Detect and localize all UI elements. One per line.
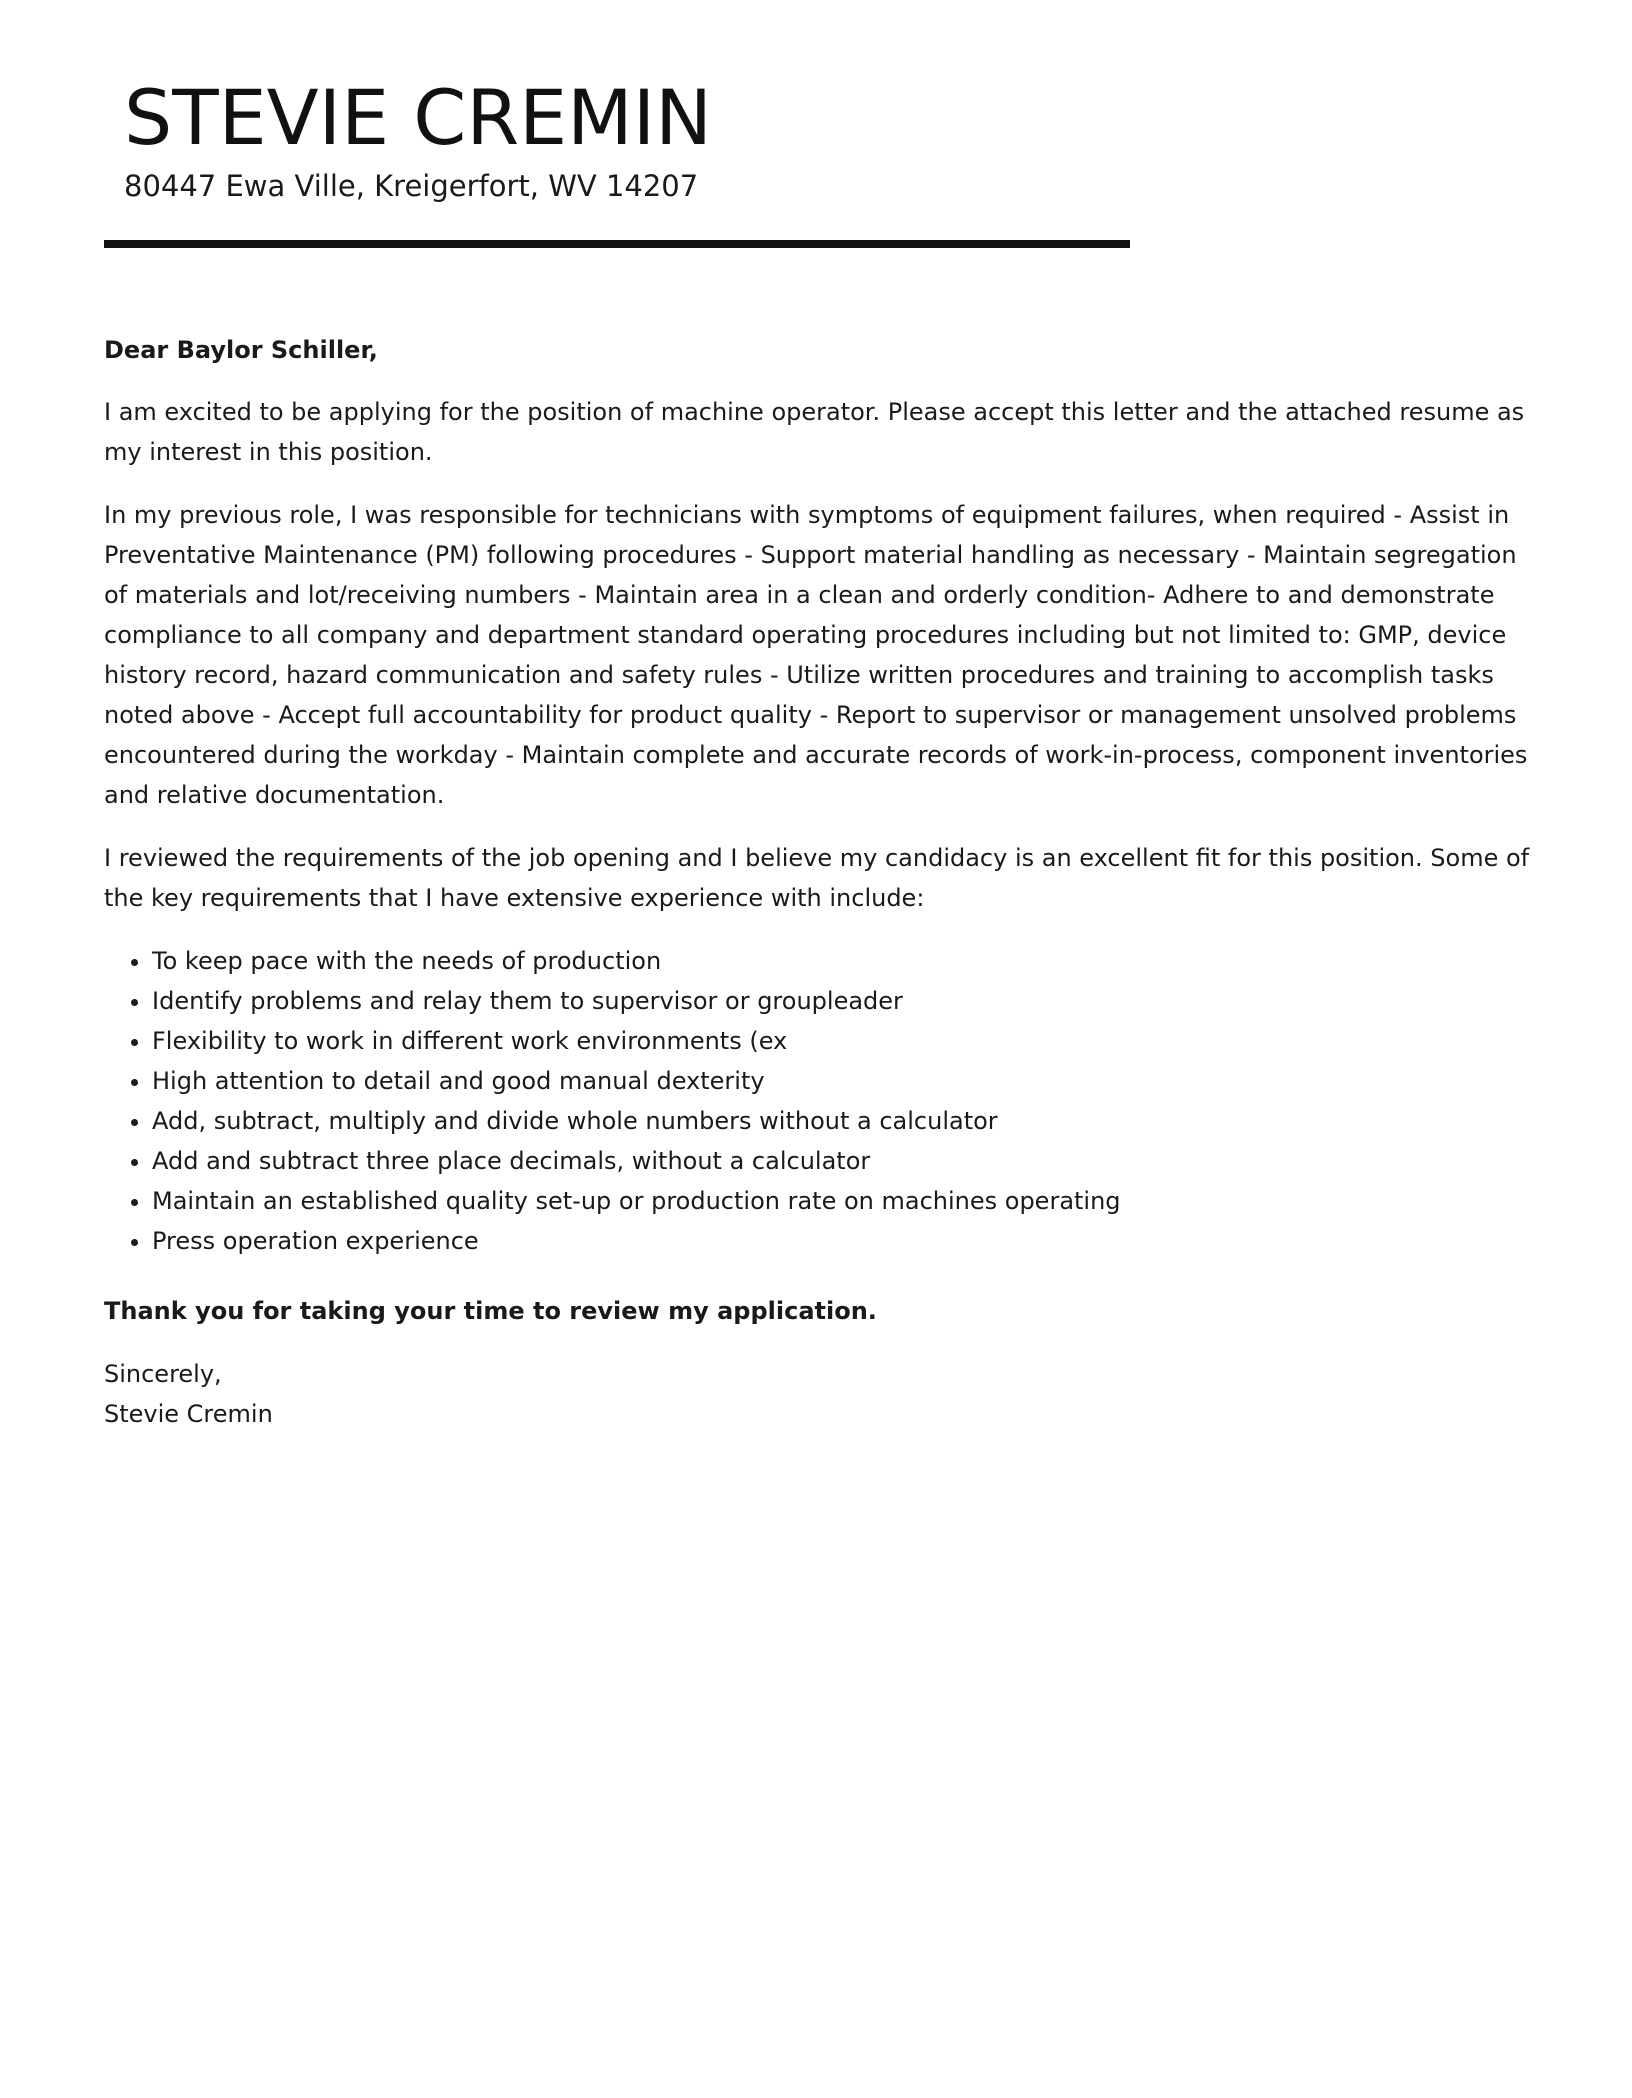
closing-line: Thank you for taking your time to review my application. [104, 1297, 877, 1325]
list-item: • Add, subtract, multiply and divide whole numbers without a calculator [152, 1101, 1544, 1141]
greeting: Dear Baylor Schiller, [104, 336, 378, 364]
applicant-name: STEVIE CREMIN [124, 73, 712, 162]
experience-paragraph: In my previous role, I was responsible for technicians with symptoms of equipment failures, when required - Assist in Preventative Maintenance (PM) following procedures - Support material handling as necessary - Maintain segregation of materials and lot/receiving numbers - Maintain area in a clean and orderly condition- Adhere to and demonstrate compliance to all company and department standard operating procedures including but not limited to: GMP, device history record, hazard communication and safety rules - Utilize written procedures and training to accomplish tasks noted above - Accept full accountability for product quality - Report to supervisor or management unsolved problems encountered during the workday - Maintain complete and accurate records of work-in-process, component inventories and relative documentation. [104, 501, 1528, 809]
requirements-intro-paragraph: I reviewed the requirements of the job opening and I believe my candidacy is an excellent fit for this position. Some of the key requirements that I have extensive experience with include: [104, 844, 1530, 912]
header-divider [104, 240, 1130, 248]
list-item: • To keep pace with the needs of production [152, 941, 1544, 981]
list-item: • Flexibility to work in different work environments (ex [152, 1021, 1544, 1061]
list-item: • High attention to detail and good manual dexterity [152, 1061, 1544, 1101]
signoff [104, 1354, 1544, 1434]
signature-name: Stevie Cremin [104, 1400, 273, 1428]
requirements-list [104, 941, 1544, 1261]
list-item: • Add and subtract three place decimals, without a calculator [152, 1141, 1544, 1181]
list-item: • Maintain an established quality set-up or production rate on machines operating [152, 1181, 1544, 1221]
applicant-address: 80447 Ewa Ville, Kreigerfort, WV 14207 [124, 169, 699, 203]
letter-header [124, 70, 1124, 206]
intro-paragraph: I am excited to be applying for the position of machine operator. Please accept this letter and the attached resume as my interest in this position. [104, 398, 1525, 466]
list-item: • Press operation experience [152, 1221, 1544, 1261]
signoff-salutation: Sincerely, [104, 1360, 222, 1388]
letter-body [104, 330, 1544, 1434]
list-item: • Identify problems and relay them to supervisor or groupleader [152, 981, 1544, 1021]
